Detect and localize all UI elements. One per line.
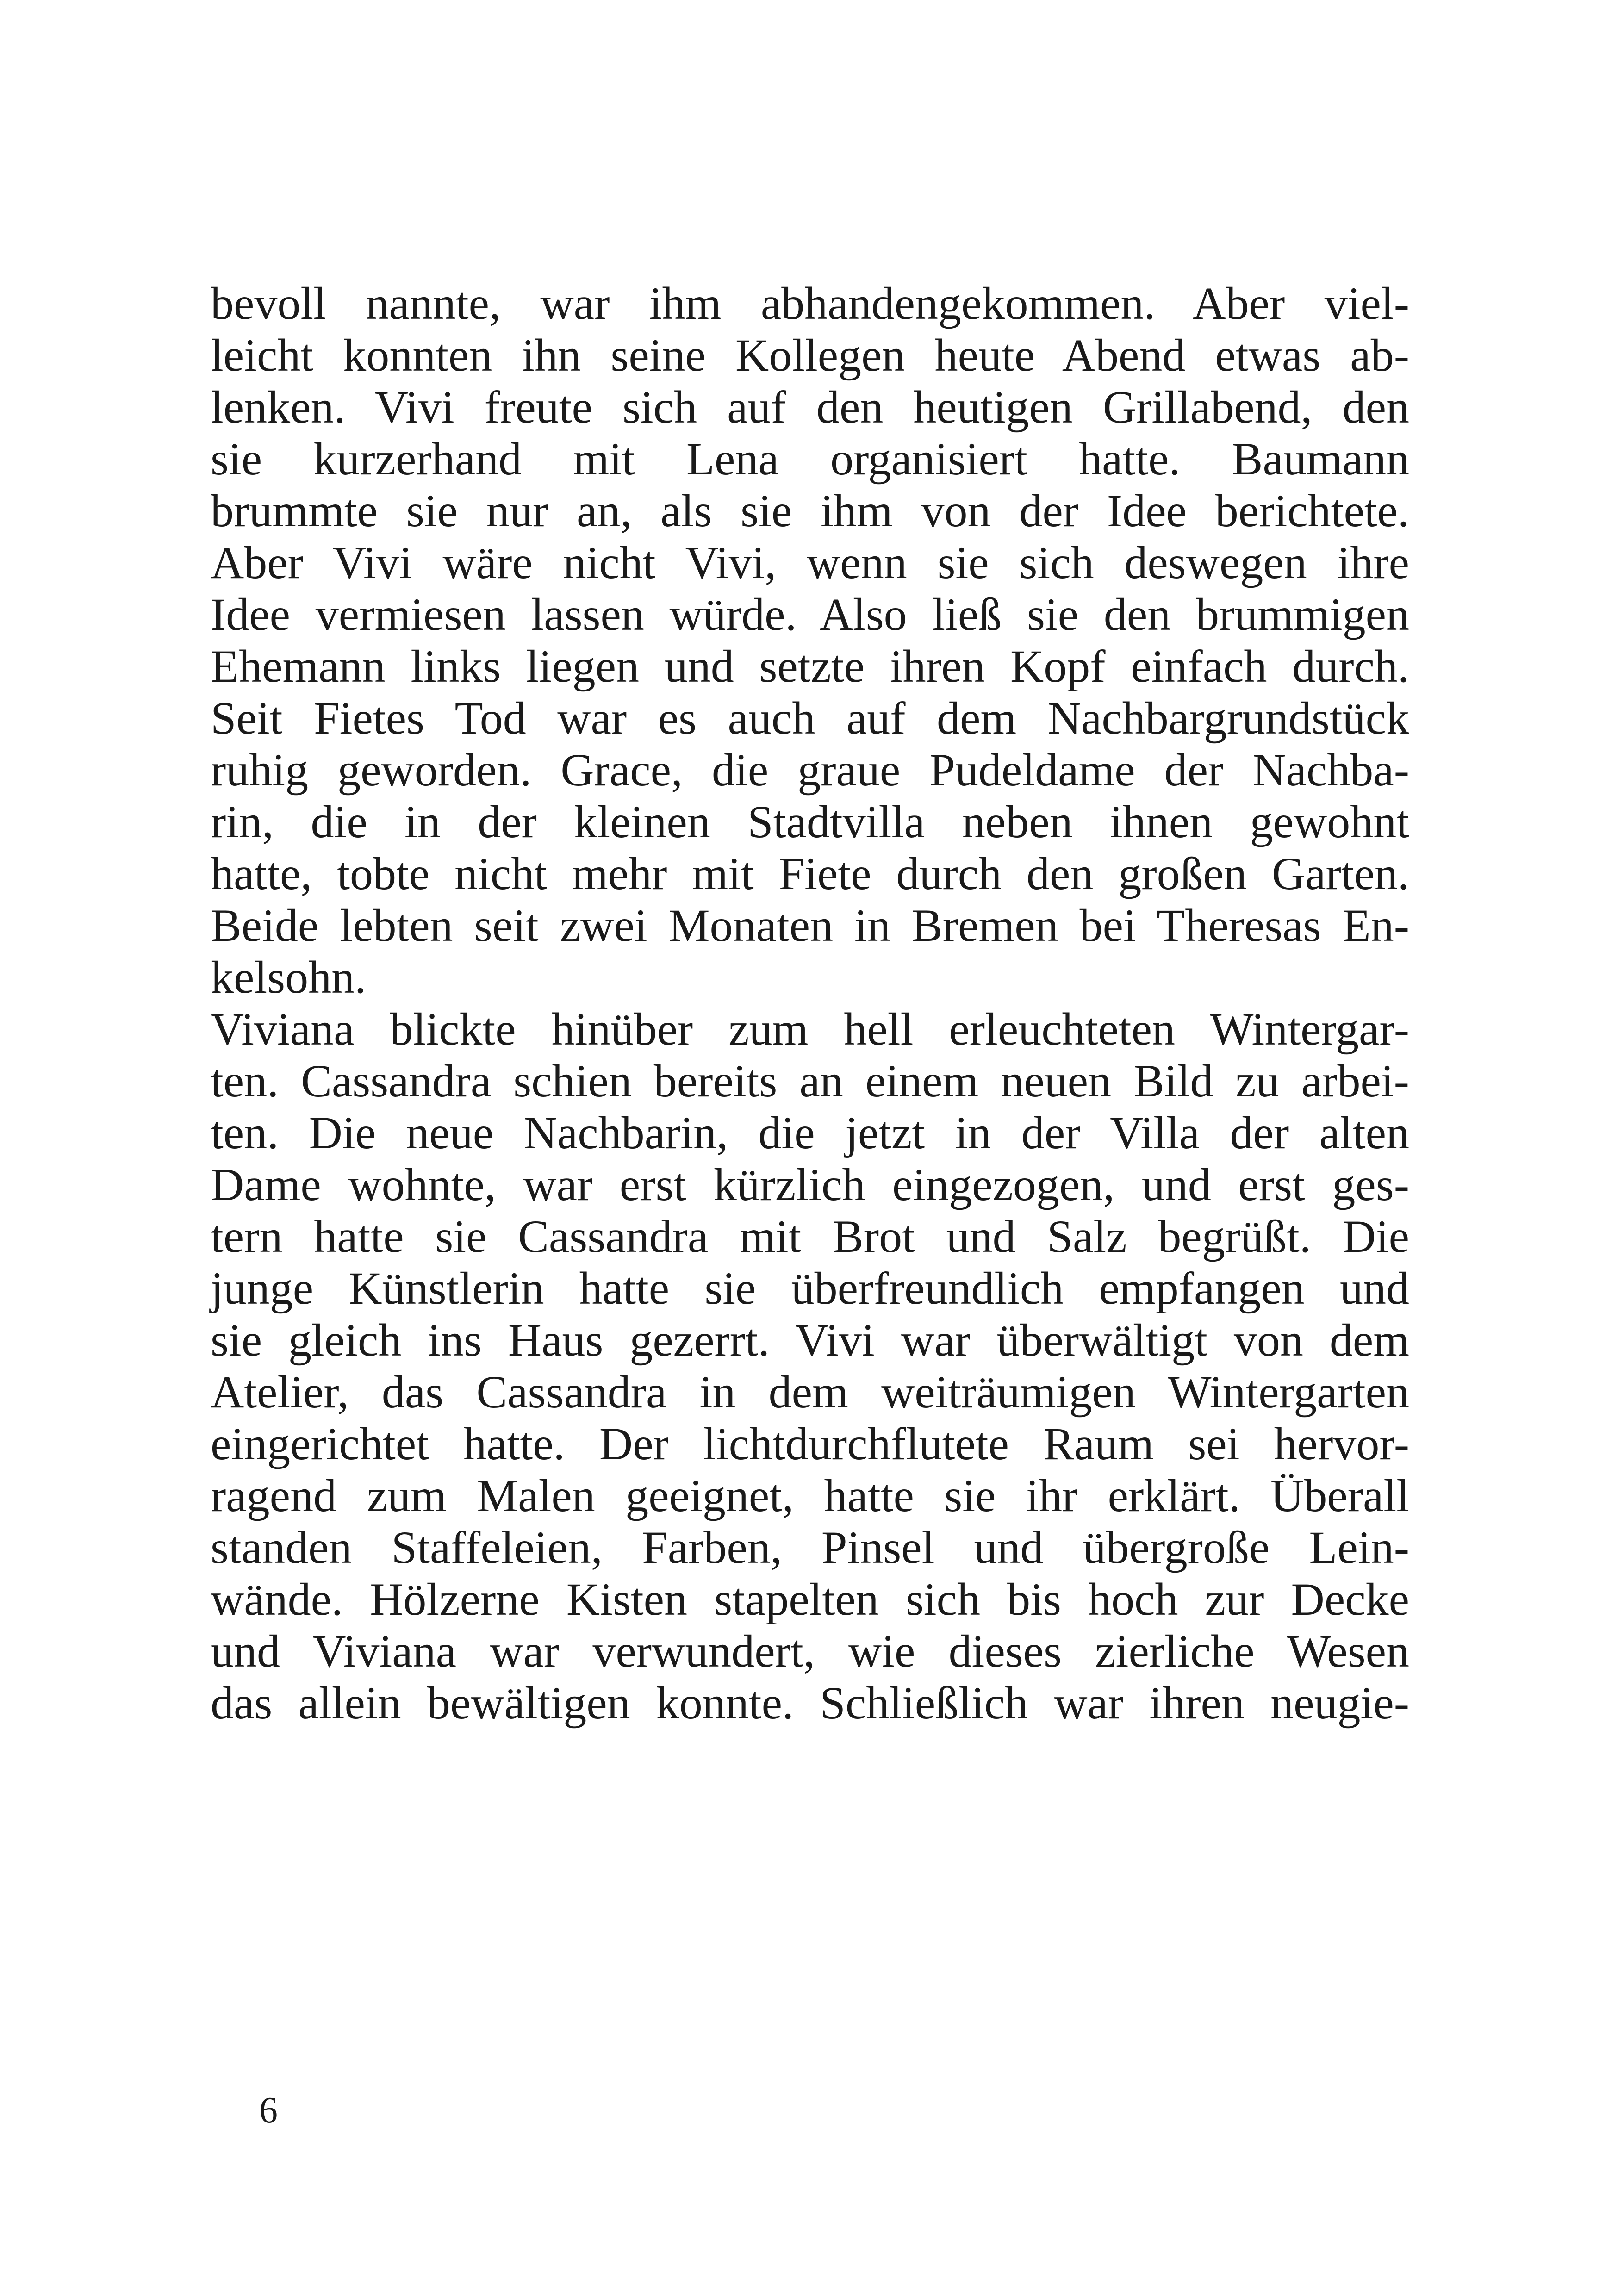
text-line: bevoll nannte, war ihm abhandengekommen. Aber viel- xyxy=(211,278,1409,329)
text-line: Idee vermiesen lassen würde. Also ließ sie den brummigen xyxy=(211,589,1409,640)
page-number: 6 xyxy=(259,2090,278,2131)
text-line: Atelier, das Cassandra in dem weiträumigen Wintergarten xyxy=(211,1366,1409,1418)
body-text xyxy=(211,278,1409,1729)
text-line: leicht konnten ihn seine Kollegen heute Abend etwas ab- xyxy=(211,330,1409,381)
text-line: eingerichtet hatte. Der lichtdurchflutete Raum sei hervor- xyxy=(211,1418,1409,1469)
text-line: brummte sie nur an, als sie ihm von der Idee berichtete. xyxy=(211,485,1409,536)
text-line: und Viviana war verwundert, wie dieses zierliche Wesen xyxy=(211,1625,1409,1677)
text-line: hatte, tobte nicht mehr mit Fiete durch den großen Garten. xyxy=(211,848,1409,899)
text-line: Aber Vivi wäre nicht Vivi, wenn sie sich deswegen ihre xyxy=(211,537,1409,588)
text-line: sie kurzerhand mit Lena organisiert hatte. Baumann xyxy=(211,433,1409,485)
text-line: rin, die in der kleinen Stadtvilla neben ihnen gewohnt xyxy=(211,796,1409,847)
text-line: kelsohn. xyxy=(211,952,367,1003)
text-line: tern hatte sie Cassandra mit Brot und Salz begrüßt. Die xyxy=(211,1211,1409,1262)
text-line: wände. Hölzerne Kisten stapelten sich bis hoch zur Decke xyxy=(211,1574,1409,1625)
text-line: ten. Cassandra schien bereits an einem neuen Bild zu arbei- xyxy=(211,1055,1409,1107)
text-line: Ehemann links liegen und setzte ihren Kopf einfach durch. xyxy=(211,641,1409,692)
text-line: ruhig geworden. Grace, die graue Pudeldame der Nachba- xyxy=(211,744,1409,796)
text-line: ragend zum Malen geeignet, hatte sie ihr erklärt. Überall xyxy=(211,1470,1409,1521)
text-line: lenken. Vivi freute sich auf den heutigen Grillabend, den xyxy=(211,381,1409,433)
text-line: junge Künstlerin hatte sie überfreundlich empfangen und xyxy=(211,1263,1409,1314)
text-line: standen Staffeleien, Farben, Pinsel und übergroße Lein- xyxy=(211,1522,1409,1573)
text-line: Dame wohnte, war erst kürzlich eingezogen, und erst ges- xyxy=(211,1159,1409,1210)
text-line: Seit Fietes Tod war es auch auf dem Nachbargrundstück xyxy=(211,692,1409,744)
text-line: Beide lebten seit zwei Monaten in Bremen bei Theresas En- xyxy=(211,900,1409,951)
text-line: das allein bewältigen konnte. Schließlich war ihren neugie- xyxy=(211,1677,1409,1729)
text-line: sie gleich ins Haus gezerrt. Vivi war überwältigt von dem xyxy=(211,1314,1409,1366)
text-line: Viviana blickte hinüber zum hell erleuchteten Wintergar- xyxy=(211,1003,1409,1055)
text-line: ten. Die neue Nachbarin, die jetzt in der Villa der alten xyxy=(211,1107,1409,1158)
